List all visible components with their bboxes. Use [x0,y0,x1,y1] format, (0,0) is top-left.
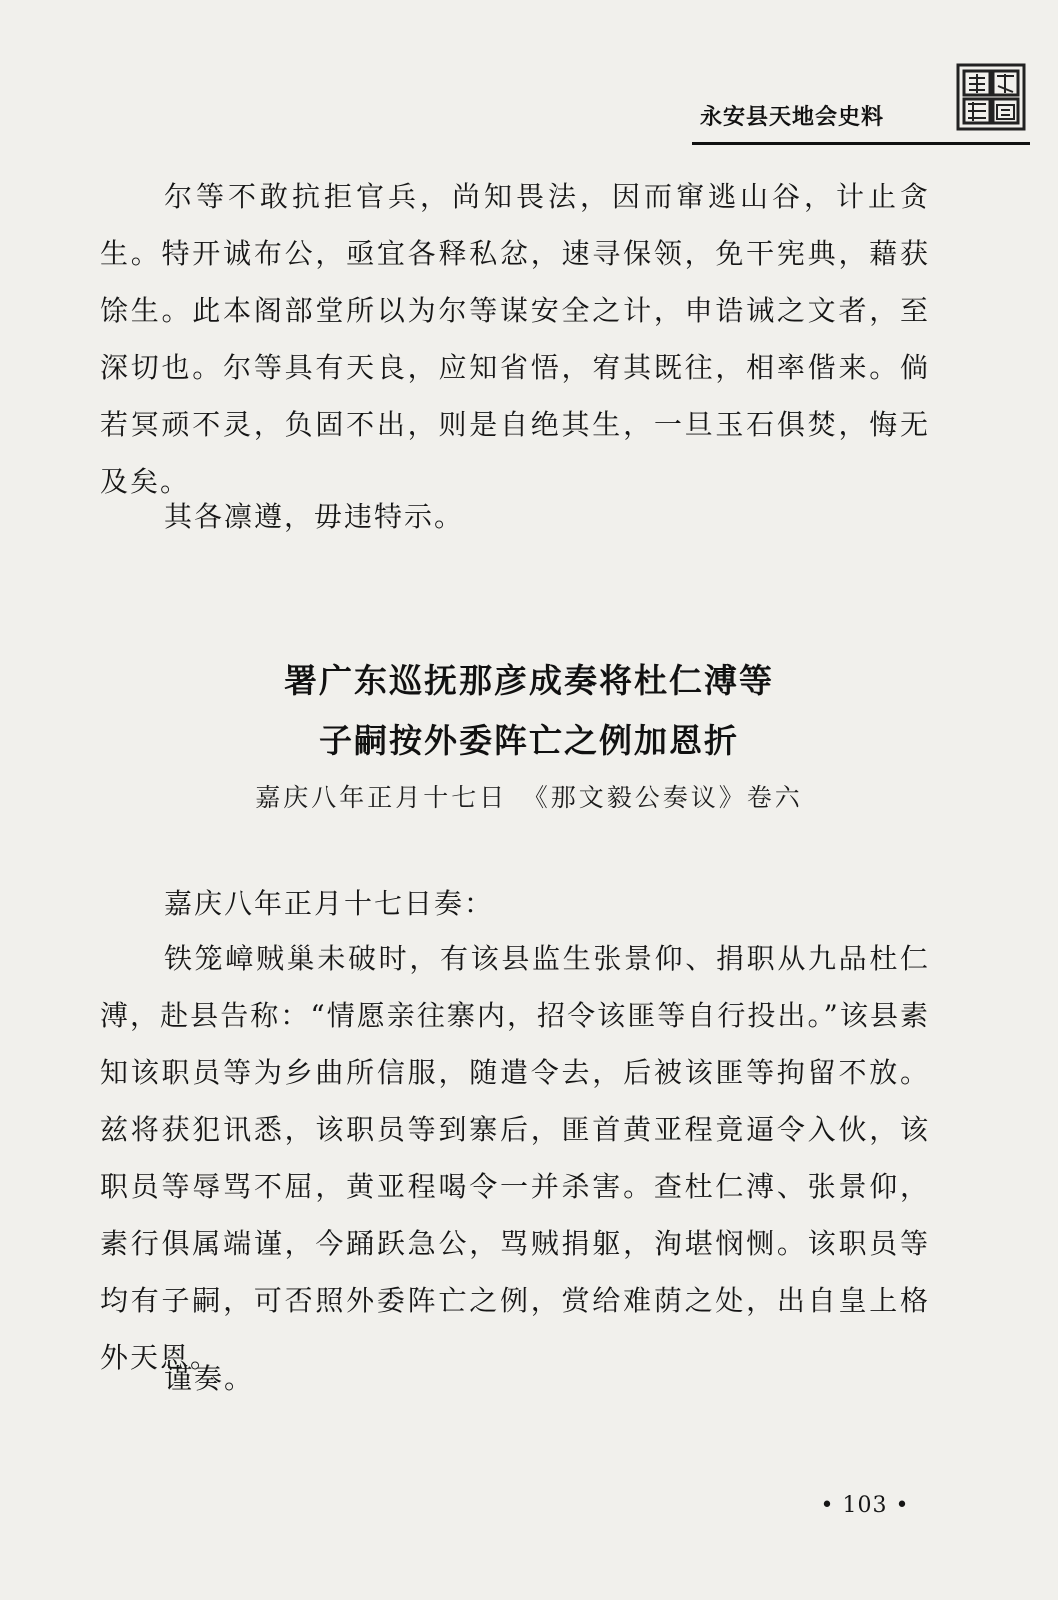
running-header-title: 永安县天地会史料 [700,105,885,130]
memorial-opening: 嘉庆八年正月十七日奏： [164,887,495,920]
memorial-closing: 谨奏。 [164,1362,255,1395]
memorial-date-source: 嘉庆八年正月十七日 《那文毅公奏议》卷六 [255,783,803,812]
memorial-title-line-2: 子嗣按外委阵亡之例加恩折 [319,721,739,760]
memorial-title-line-1: 署广东巡抚那彦成奏将杜仁溥等 [284,661,774,700]
decorative-seal-icon [955,62,1027,132]
memorial-body: 铁笼嶂贼巢未破时，有该县监生张景仰、捐职从九品杜仁溥，赴县告称：“情愿亲往寨内，招令该匪等自行投出。”该县素知该职员等为乡曲所信服，随遣令去，后被该匪等拘留不放。兹将获犯讯悉，该职员等到寨后，匪首黄亚程竟逼令入伙，该职员等辱骂不屈，黄亚程喝令一并杀害。查杜仁溥、张景仰，素行俱属端谨，今踊跃急公，骂贼捐躯，洵堪悯恻。该职员等均有子嗣，可否照外委阵亡之例，赏给难荫之处，出自皇上格外天恩。 [100,942,930,1374]
previous-text-paragraph: 尔等不敢抗拒官兵，尚知畏法，因而窜逃山谷，计止贪生。特开诚布公，亟宜各释私忿，速寻保领，免干宪典，藉获馀生。此本阁部堂所以为尔等谋安全之计，申诰诫之文者，至深切也。尔等具有天良，应知省悟，宥其既往，相率偕来。倘若冥顽不灵，负固不出，则是自绝其生，一旦玉石俱焚，悔无及矣。 [100,180,930,498]
page-number: • 103 • [820,1493,910,1518]
header-rule [692,142,1030,145]
previous-text-closing: 其各凛遵，毋违特示。 [164,500,465,533]
